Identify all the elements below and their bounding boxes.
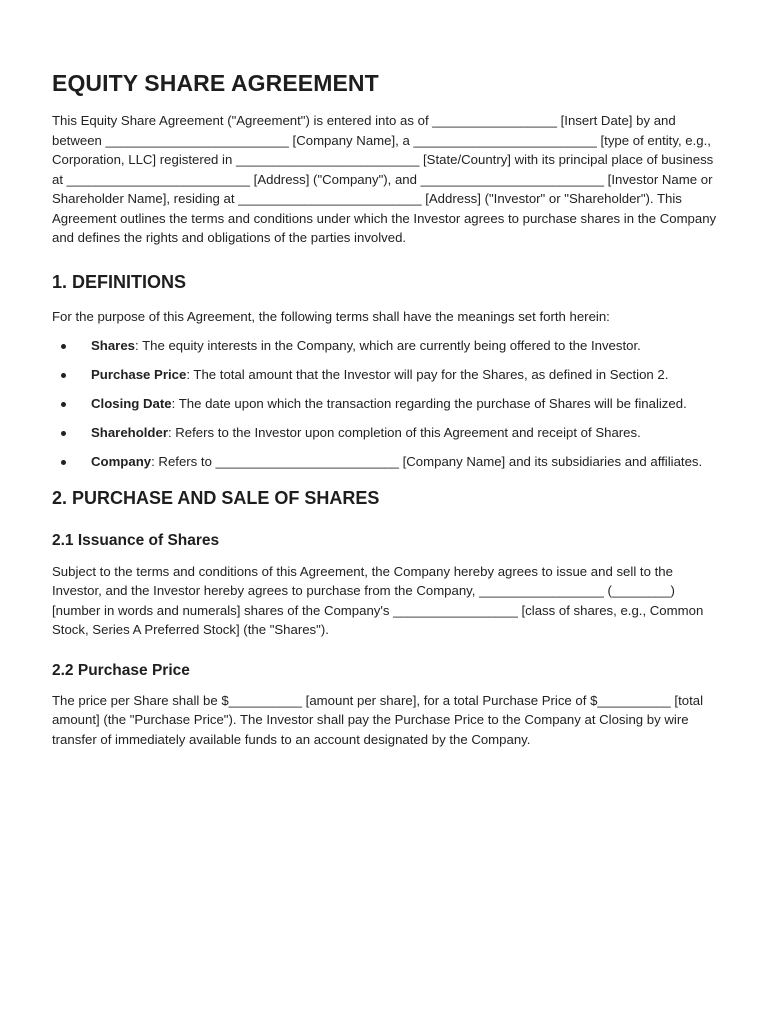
- definitions-lead: For the purpose of this Agreement, the following terms shall have the meanings set forth herein:: [52, 308, 610, 324]
- bullet-icon: [61, 373, 66, 378]
- bullet-icon: [61, 402, 66, 407]
- definitions-list: [52, 336, 720, 472]
- purchase-price-paragraph: The price per Share shall be $__________ [amount per share], for a total Purchase Price of $__________ [total amount] (the "Purchase Price"). The Investor shall pay the Purchase Price to the Company at Closing by wire transfer of immediately available funds to an account designated by the Company.: [52, 692, 704, 747]
- definition-term: Closing Date: [91, 396, 172, 411]
- document-page: [52, 70, 720, 749]
- definition-term: Shareholder: [91, 425, 168, 440]
- section-2-heading: 2. PURCHASE AND SALE OF SHARES: [52, 487, 380, 508]
- definition-text: : The date upon which the transaction regarding the purchase of Shares will be finalized.: [171, 396, 687, 411]
- definition-item: [52, 336, 720, 356]
- definition-item: [52, 423, 720, 443]
- bullet-icon: [61, 344, 66, 349]
- definition-term: Company: [91, 454, 152, 469]
- definition-text: : The total amount that the Investor will pay for the Shares, as defined in Section 2.: [186, 367, 669, 382]
- definition-text: : Refers to the Investor upon completion of this Agreement and receipt of Shares.: [167, 425, 641, 440]
- bullet-icon: [61, 431, 66, 436]
- subsection-2-1-heading: 2.1 Issuance of Shares: [52, 531, 220, 549]
- definition-term: Shares: [91, 338, 135, 353]
- definition-item: [52, 394, 720, 414]
- bullet-icon: [61, 460, 66, 465]
- definition-text: : Refers to _________________________ [Company Name] and its subsidiaries and affiliates.: [151, 454, 703, 469]
- definition-text: : The equity interests in the Company, which are currently being offered to the Investor.: [135, 338, 641, 353]
- intro-paragraph: This Equity Share Agreement ("Agreement") is entered into as of _________________ [Insert Date] by and between _________________________ [Company Name], a _________________________ [type of entity, e.g., Corporation, LLC] registered in _________________________ [State/Country] with its principal place of business at _________________________ [Address] ("Company"), and _________________________ [Investor Name or Shareholder Name], residing at _________________________ [Address] ("Investor" or "Shareholder"). This Agreement outlines the terms and conditions under which the Investor agrees to purchase shares in the Company and defines the rights and obligations of the parties involved.: [52, 113, 717, 245]
- definition-item: [52, 452, 720, 472]
- section-1-heading: 1. DEFINITIONS: [52, 271, 187, 292]
- definition-term: Purchase Price: [91, 367, 187, 382]
- issuance-paragraph: Subject to the terms and conditions of this Agreement, the Company hereby agrees to issue and sell to the Investor, and the Investor hereby agrees to purchase from the Company, _________________ (________) [number in words and numerals] shares of the Company's _________________ [class of shares, e.g., Common Stock, Series A Preferred Stock] (the "Shares").: [52, 563, 704, 637]
- subsection-2-2-heading: 2.2 Purchase Price: [52, 661, 190, 679]
- definition-item: [52, 365, 720, 385]
- document-title: EQUITY SHARE AGREEMENT: [52, 70, 379, 96]
